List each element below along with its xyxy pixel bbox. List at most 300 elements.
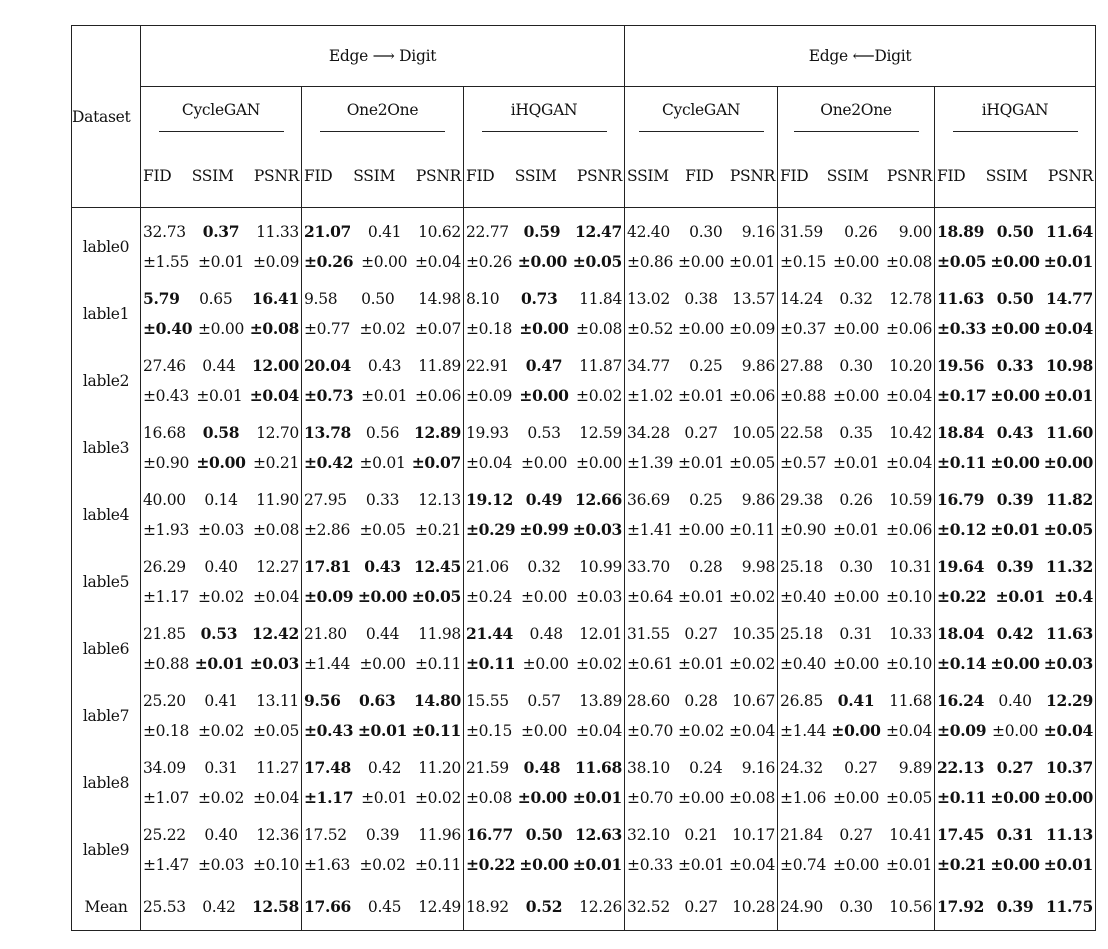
result-cell	[935, 481, 1096, 548]
mean-value: 0.27	[684, 897, 718, 916]
std-values	[935, 582, 1095, 612]
mean-value: 22.58	[780, 423, 823, 442]
std-value: ±0.22	[466, 854, 516, 874]
mean-value: 0.30	[689, 222, 723, 241]
mean-value: 18.92	[466, 897, 509, 916]
mean-value: 0.42	[367, 758, 402, 777]
mean-values	[778, 284, 934, 314]
mean-cell	[141, 883, 302, 931]
mean-value: 26.85	[780, 691, 823, 710]
std-values	[778, 716, 934, 746]
std-value: ±0.26	[466, 252, 512, 271]
std-values	[302, 247, 463, 277]
mean-value: 0.26	[844, 222, 878, 241]
mean-value: 11.33	[256, 222, 299, 241]
std-value: ±0.00	[990, 251, 1040, 271]
std-values	[625, 247, 777, 277]
std-value: ±0.00	[990, 854, 1040, 874]
std-value: ±0.40	[143, 318, 193, 338]
mean-values	[464, 619, 624, 649]
mean-value: 11.32	[1045, 556, 1094, 576]
mean-values	[778, 892, 934, 922]
std-value: ±0.00	[678, 520, 725, 539]
mean-value: 0.21	[684, 825, 718, 844]
mean-value: 19.64	[937, 556, 985, 576]
mean-value: 0.28	[684, 691, 718, 710]
std-value: ±0.00	[1043, 787, 1094, 807]
mean-values	[141, 820, 301, 850]
mean-value: 16.68	[143, 423, 186, 442]
mean-value: 40.00	[143, 490, 186, 509]
std-value: ±0.01	[886, 855, 933, 874]
mean-value: 0.24	[689, 758, 723, 777]
result-cell	[778, 682, 935, 749]
std-value: ±0.07	[411, 452, 461, 472]
std-value: ±0.21	[937, 854, 987, 874]
std-value: ±0.01	[196, 386, 243, 405]
metric-trio	[464, 167, 624, 185]
mean-values	[625, 686, 777, 716]
result-cell	[935, 280, 1096, 347]
result-cell	[778, 347, 935, 414]
std-value: ±0.00	[517, 251, 568, 271]
mean-value: 0.53	[527, 423, 561, 442]
std-value: ±0.00	[521, 721, 568, 740]
std-value: ±0.08	[729, 788, 776, 807]
std-value: ±0.01	[678, 386, 725, 405]
mean-value: 0.56	[365, 423, 400, 442]
std-value: ±0.10	[253, 855, 299, 874]
mean-value: 11.89	[418, 356, 461, 375]
std-value: ±0.15	[780, 252, 827, 271]
mean-value: 12.47	[574, 221, 623, 241]
mean-value: 9.16	[741, 758, 776, 777]
std-value: ±1.07	[143, 788, 189, 807]
std-value: ±0.04	[886, 721, 933, 740]
result-cell	[464, 213, 625, 280]
metric-header-group	[464, 145, 625, 208]
mean-value: 26.29	[143, 557, 186, 576]
result-cell	[778, 213, 935, 280]
mean-value: 19.56	[937, 355, 985, 375]
std-value: ±0.01	[678, 654, 725, 673]
mean-value: 0.26	[839, 490, 873, 509]
mean-value: 0.41	[367, 222, 402, 241]
method-name: CycleGAN	[159, 101, 284, 132]
mean-value: 16.24	[937, 690, 985, 710]
mean-value: 10.62	[418, 222, 461, 241]
mean-value: 16.41	[251, 288, 299, 308]
std-value: ±0.04	[1043, 318, 1094, 338]
mean-values	[625, 820, 777, 850]
std-value: ±0.08	[249, 318, 299, 338]
mean-value: 11.75	[1045, 896, 1094, 916]
result-cell	[935, 414, 1096, 481]
mean-value: 0.33	[365, 490, 400, 509]
dataset-header: Dataset	[72, 26, 141, 208]
std-value: ±0.00	[519, 318, 569, 338]
std-value: ±0.00	[990, 653, 1040, 673]
mean-values	[141, 217, 301, 247]
row-label: lable9	[72, 816, 141, 883]
mean-value: 24.90	[780, 897, 823, 916]
std-value: ±0.70	[627, 721, 674, 740]
metric-header-group	[302, 145, 464, 208]
method-name: One2One	[320, 101, 445, 132]
std-value: ±0.88	[143, 654, 189, 673]
std-value: ±0.03	[198, 520, 244, 539]
mean-value: 0.50	[525, 824, 563, 844]
std-values	[141, 850, 301, 880]
mean-value: 11.87	[579, 356, 623, 375]
mean-values	[778, 485, 934, 515]
std-values	[464, 850, 624, 880]
std-value: ±0.21	[415, 520, 461, 539]
std-value: ±0.01	[198, 252, 244, 271]
mean-values	[778, 351, 934, 381]
method-name: iHQGAN	[953, 101, 1078, 132]
row-label: lable7	[72, 682, 141, 749]
mean-values	[302, 351, 463, 381]
result-cell	[935, 749, 1096, 816]
std-value: ±0.05	[886, 788, 933, 807]
std-value: ±0.00	[517, 787, 568, 807]
mean-values	[302, 284, 463, 314]
std-value: ±0.02	[678, 721, 725, 740]
mean-value: 12.26	[579, 897, 623, 916]
mean-value: 0.42	[996, 623, 1034, 643]
std-value: ±0.33	[937, 318, 987, 338]
std-values	[302, 716, 463, 746]
std-value: ±0.29	[466, 519, 516, 539]
std-value: ±0.02	[576, 386, 623, 405]
std-values	[464, 448, 624, 478]
result-cell	[464, 280, 625, 347]
mean-values	[141, 485, 301, 515]
std-value: ±0.08	[253, 520, 299, 539]
metric-trio	[625, 167, 777, 185]
std-value: ±0.05	[253, 721, 299, 740]
result-cell	[778, 414, 935, 481]
std-values	[778, 247, 934, 277]
std-value: ±0.04	[576, 721, 623, 740]
std-value: ±0.04	[466, 453, 512, 472]
mean-value: 0.48	[523, 757, 561, 777]
std-value: ±0.09	[466, 386, 512, 405]
std-value: ±0.00	[678, 319, 725, 338]
mean-value: 9.56	[304, 690, 341, 710]
result-cell	[625, 682, 778, 749]
mean-values	[464, 284, 624, 314]
mean-value: 0.27	[844, 758, 878, 777]
std-value: ±0.04	[886, 386, 933, 405]
std-value: ±0.08	[576, 319, 623, 338]
mean-values	[778, 619, 934, 649]
row-label: lable0	[72, 213, 141, 280]
std-value: ±0.4	[1054, 586, 1094, 606]
result-cell	[141, 347, 302, 414]
std-values	[935, 247, 1095, 277]
metric-label: FID	[937, 167, 966, 185]
std-values	[778, 314, 934, 344]
std-value: ±0.00	[833, 587, 880, 606]
mean-value: 0.40	[204, 557, 238, 576]
std-values	[778, 783, 934, 813]
std-value: ±0.14	[937, 653, 987, 673]
std-values	[778, 448, 934, 478]
mean-value: 9.98	[741, 557, 776, 576]
mean-value: 12.63	[574, 824, 623, 844]
std-values	[778, 515, 934, 545]
mean-values	[464, 217, 624, 247]
mean-values	[302, 892, 463, 922]
table-row	[72, 347, 1096, 414]
mean-value: 31.55	[627, 624, 670, 643]
mean-values	[464, 686, 624, 716]
mean-value: 0.33	[996, 355, 1034, 375]
std-value: ±0.00	[992, 721, 1039, 740]
mean-value: 14.98	[418, 289, 461, 308]
mean-value: 20.04	[304, 355, 352, 375]
mean-value: 12.29	[1045, 690, 1094, 710]
mean-value: 13.89	[579, 691, 623, 710]
std-value: ±0.04	[253, 587, 299, 606]
std-value: ±0.02	[359, 319, 406, 338]
mean-value: 18.04	[937, 623, 985, 643]
metric-label: SSIM	[353, 167, 396, 185]
mean-value: 0.40	[998, 691, 1032, 710]
metric-header-group	[778, 145, 935, 208]
mean-values	[778, 418, 934, 448]
mean-value: 28.60	[627, 691, 670, 710]
result-cell	[778, 749, 935, 816]
mean-value: 25.53	[143, 897, 186, 916]
std-values	[625, 381, 777, 411]
mean-values	[778, 820, 934, 850]
mean-values	[625, 418, 777, 448]
std-value: ±0.05	[359, 520, 406, 539]
std-value: ±0.40	[780, 587, 827, 606]
mean-value: 0.27	[684, 423, 718, 442]
std-value: ±0.18	[143, 721, 189, 740]
std-value: ±0.00	[833, 386, 880, 405]
mean-value: 11.27	[256, 758, 299, 777]
std-values	[464, 649, 624, 679]
mean-value: 0.39	[365, 825, 400, 844]
std-value: ±0.00	[198, 319, 244, 338]
std-value: ±0.02	[198, 587, 244, 606]
result-cell	[302, 280, 464, 347]
std-value: ±0.00	[678, 252, 725, 271]
std-value: ±0.77	[304, 319, 350, 338]
mean-value: 0.48	[529, 624, 563, 643]
std-values	[302, 448, 463, 478]
mean-values	[141, 892, 301, 922]
mean-values	[935, 892, 1095, 922]
mean-value: 11.90	[256, 490, 299, 509]
mean-values	[625, 892, 777, 922]
std-value: ±0.00	[833, 319, 880, 338]
mean-value: 12.49	[418, 897, 461, 916]
std-values	[141, 314, 301, 344]
result-cell	[935, 682, 1096, 749]
mean-values	[464, 485, 624, 515]
metric-label: PSNR	[253, 167, 299, 185]
mean-value: 12.70	[256, 423, 299, 442]
std-value: ±0.00	[357, 586, 408, 606]
mean-value: 12.27	[256, 557, 299, 576]
mean-value: 25.18	[780, 557, 823, 576]
std-value: ±0.86	[627, 252, 674, 271]
result-cell	[464, 347, 625, 414]
mean-values	[302, 418, 463, 448]
std-value: ±2.86	[304, 520, 350, 539]
table-row	[72, 682, 1096, 749]
std-value: ±0.06	[415, 386, 461, 405]
result-cell	[935, 347, 1096, 414]
std-value: ±0.01	[678, 587, 725, 606]
std-values	[141, 716, 301, 746]
metric-header-group	[141, 145, 302, 208]
std-value: ±0.24	[466, 587, 512, 606]
std-value: ±0.52	[627, 319, 674, 338]
table-row	[72, 615, 1096, 682]
metric-label: FID	[304, 167, 333, 185]
metric-label: SSIM	[514, 167, 557, 185]
table-row	[72, 816, 1096, 883]
result-cell	[302, 347, 464, 414]
mean-value: 0.50	[996, 221, 1034, 241]
std-value: ±0.01	[572, 787, 623, 807]
std-value: ±0.07	[415, 319, 461, 338]
metric-label: PSNR	[886, 167, 933, 185]
std-values	[935, 850, 1095, 880]
std-value: ±0.11	[466, 653, 516, 673]
std-value: ±0.01	[361, 386, 408, 405]
std-value: ±0.03	[1043, 653, 1094, 673]
mean-value: 9.00	[898, 222, 933, 241]
result-cell	[302, 414, 464, 481]
std-value: ±0.11	[729, 520, 776, 539]
std-value: ±0.11	[937, 787, 987, 807]
mean-value: 0.30	[839, 557, 873, 576]
result-cell	[464, 414, 625, 481]
mean-value: 11.96	[418, 825, 461, 844]
mean-value: 34.77	[627, 356, 670, 375]
std-value: ±1.93	[143, 520, 189, 539]
mean-value: 0.45	[367, 897, 402, 916]
std-value: ±0.61	[627, 654, 674, 673]
results-table	[71, 25, 1096, 931]
metric-label: SSIM	[627, 167, 669, 185]
row-label: lable3	[72, 414, 141, 481]
mean-values	[302, 686, 463, 716]
mean-value: 0.39	[996, 556, 1034, 576]
mean-cell	[625, 883, 778, 931]
std-value: ±0.03	[249, 653, 299, 673]
result-cell	[778, 816, 935, 883]
mean-value: 18.84	[937, 422, 985, 442]
mean-value: 0.38	[684, 289, 718, 308]
result-cell	[625, 749, 778, 816]
std-values	[464, 515, 624, 545]
mean-values	[464, 820, 624, 850]
mean-values	[302, 753, 463, 783]
mean-value: 9.16	[741, 222, 776, 241]
row-label: lable6	[72, 615, 141, 682]
mean-values	[464, 351, 624, 381]
metric-trio	[778, 167, 934, 185]
std-value: ±0.02	[729, 587, 776, 606]
std-value: ±1.17	[304, 787, 354, 807]
std-values	[141, 582, 301, 612]
result-cell	[141, 414, 302, 481]
std-value: ±0.04	[886, 453, 933, 472]
result-cell	[935, 615, 1096, 682]
metric-trio	[141, 167, 301, 185]
result-cell	[464, 615, 625, 682]
mean-value: 21.44	[466, 623, 514, 643]
mean-value: 0.53	[200, 623, 238, 643]
mean-value: 0.31	[839, 624, 873, 643]
mean-value: 0.44	[202, 356, 236, 375]
std-value: ±0.42	[304, 452, 354, 472]
mean-value: 16.77	[466, 824, 514, 844]
mean-values	[141, 753, 301, 783]
row-label: lable5	[72, 548, 141, 615]
std-values	[625, 850, 777, 880]
std-value: ±0.37	[780, 319, 827, 338]
std-value: ±0.90	[143, 453, 189, 472]
mean-value: 0.27	[839, 825, 873, 844]
mean-value: 0.25	[689, 356, 723, 375]
mean-value: 17.92	[937, 896, 985, 916]
mean-values	[464, 552, 624, 582]
std-value: ±0.15	[466, 721, 512, 740]
mean-values	[935, 552, 1095, 582]
direction-header-digit-to-edge: Edge ⟵Digit	[625, 26, 1096, 87]
row-label: lable4	[72, 481, 141, 548]
mean-value: 10.33	[889, 624, 933, 643]
mean-value: 0.27	[996, 757, 1034, 777]
mean-value: 34.09	[143, 758, 186, 777]
std-values	[625, 783, 777, 813]
mean-value: 10.35	[732, 624, 776, 643]
std-values	[141, 515, 301, 545]
metric-label: FID	[780, 167, 809, 185]
mean-value: 27.88	[780, 356, 823, 375]
mean-value: 12.78	[889, 289, 933, 308]
mean-value: 0.25	[689, 490, 723, 509]
result-cell	[302, 682, 464, 749]
std-value: ±1.63	[304, 855, 350, 874]
mean-row	[72, 883, 1096, 931]
result-cell	[935, 816, 1096, 883]
metric-trio	[302, 167, 463, 185]
std-value: ±0.00	[678, 788, 725, 807]
std-values	[141, 247, 301, 277]
mean-value: 9.58	[304, 289, 338, 308]
std-value: ±0.02	[359, 855, 406, 874]
std-value: ±0.00	[990, 385, 1040, 405]
std-value: ±0.00	[833, 788, 880, 807]
mean-values	[141, 552, 301, 582]
table-row	[72, 481, 1096, 548]
mean-value: 24.32	[780, 758, 823, 777]
std-value: ±0.04	[249, 385, 299, 405]
mean-value: 12.36	[256, 825, 299, 844]
mean-value: 27.46	[143, 356, 186, 375]
